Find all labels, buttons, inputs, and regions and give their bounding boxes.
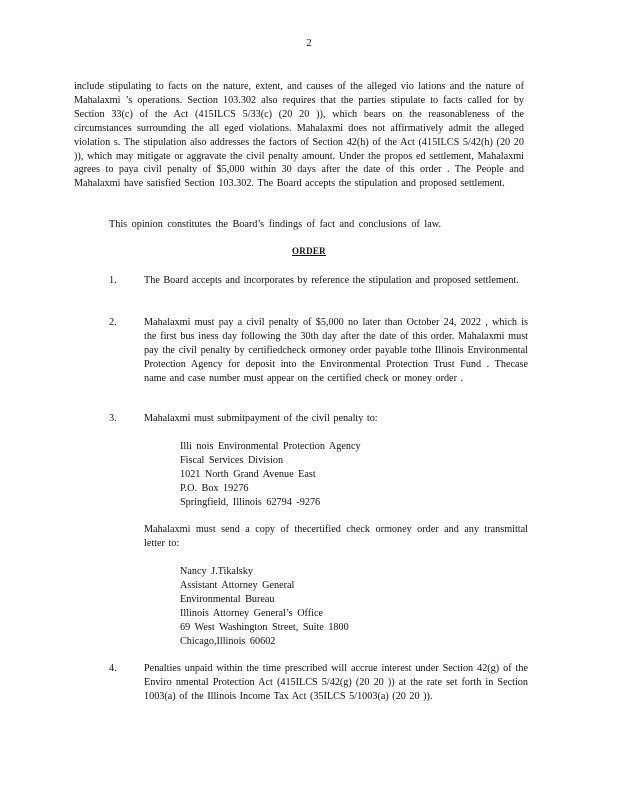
item-number: 3. [109, 413, 117, 424]
item-number: 1. [109, 275, 117, 286]
payment-address [180, 440, 361, 510]
item-text: The Board accepts and incorporates by reference the stipulation and proposed settlement. [144, 275, 519, 286]
address-line: Environmental Bureau [180, 593, 275, 605]
item-text: Mahalaxmi must pay a civil penalty of $5,000 no later than October 24, 2022 , which is the first bus iness day following the 30th day after the date of this order. Mahalaxmi must pay the civil penalty by certifiedcheck ormoney order payable tothe Illinois Environmental Protection Agency for deposit into the Environmental Protection Trust Fund . Thecase name and case number must appear on the certified check or money order . [144, 317, 528, 384]
transmittal-address [180, 565, 349, 648]
address-line: 1021 North Grand Avenue East [180, 468, 316, 480]
item-text: Mahalaxmi must submitpayment of the civil penalty to: [144, 413, 378, 424]
address-line: Fiscal Services Division [180, 454, 284, 466]
address-line: Chicago,Illinois 60602 [180, 635, 276, 647]
conclusion-paragraph: This opinion constitutes the Board’s findings of fact and conclusions of law. [109, 219, 442, 230]
page-number: 2 [306, 37, 312, 49]
order-heading-text: ORDER [291, 246, 326, 256]
address-line: P.O. Box 19276 [180, 482, 249, 494]
address-line: Assistant Attorney General [180, 579, 295, 591]
address-line: Illi nois Environmental Protection Agency [180, 441, 361, 452]
order-heading [0, 246, 618, 256]
address-line: Illinois Attorney General’s Office [180, 607, 324, 619]
transmittal-paragraph: Mahalaxmi must send a copy of thecertified check ormoney order and any transmittal letter to: [144, 524, 528, 549]
item-number: 2. [109, 317, 117, 328]
address-line: 69 West Washington Street, Suite 1800 [180, 621, 349, 633]
item-number: 4. [109, 663, 117, 674]
intro-paragraph: include stipulating to facts on the nature, extent, and causes of the alleged vio lations and the nature of Mahalaxmi ’s operations. Section 103.302 also requires that the parties stipulate to facts called for by Section 33(c) of the Act (415ILCS 5/33(c) (20 20 )), which bears on the reasonableness of the circumstances surrounding the all eged violations. Mahalaxmi does not affirmatively admit the alleged violation s. The stipulation also addresses the factors of Section 42(h) of the Act (415ILCS 5/42(h) (20 20 )), which may mitigate or aggravate the civil penalty amount. Under the propos ed settlement, Mahalaxmi agrees to paya civil penalty of $5,000 within 30 days after the date of this order . The People and Mahalaxmi have satisfied Section 103.302. The Board accepts the stipulation and proposed settlement. [74, 81, 524, 190]
address-line: Nancy J.Tikalsky [180, 566, 253, 577]
address-line: Springfield, Illinois 62794 -9276 [180, 496, 321, 508]
item-text: Penalties unpaid within the time prescribed will accrue interest under Section 42(g) of the Enviro nmental Protection Act (415ILCS 5/42(g) (20 20 )) at the rate set forth in Section 1003(a) of the Illinois Income Tax Act (35ILCS 5/1003(a) (20 20 )). [144, 663, 528, 702]
